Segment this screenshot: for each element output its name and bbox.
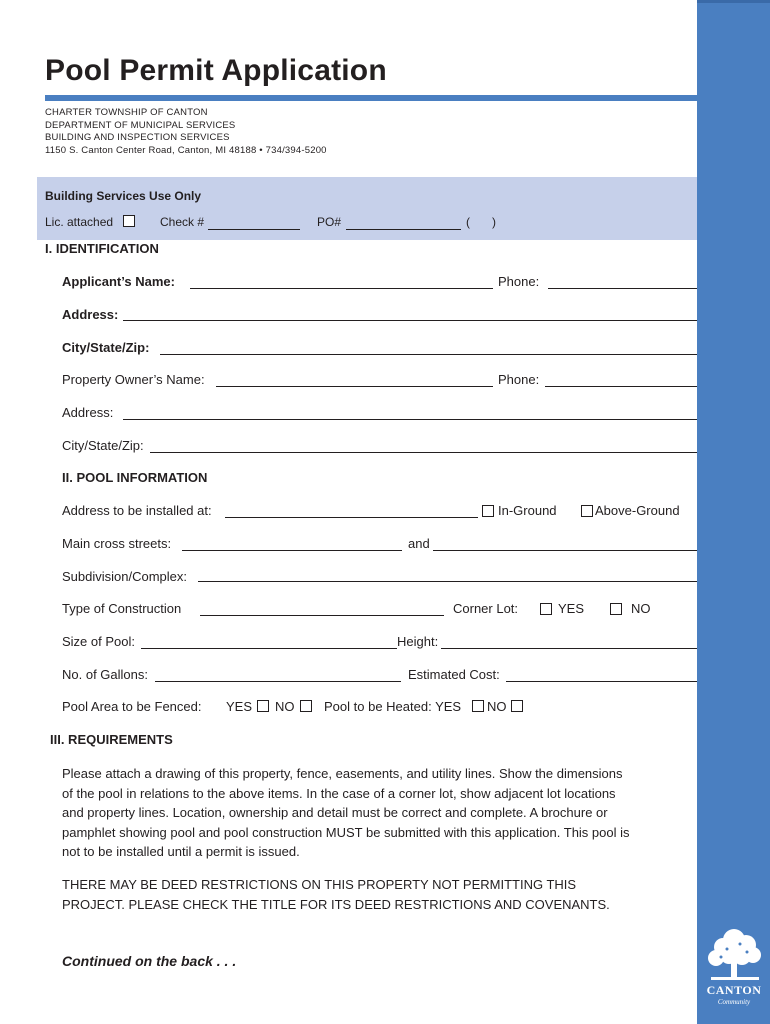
requirements-line-4: pamphlet showing pool and pool construction MUST be submitted with this application. This pool is [62, 824, 630, 840]
in-ground-checkbox[interactable] [482, 505, 494, 517]
canton-logo [703, 925, 765, 1017]
gallons-label: No. of Gallons: [62, 667, 148, 682]
above-ground-checkbox[interactable] [581, 505, 593, 517]
address-line-1: CHARTER TOWNSHIP OF CANTON [45, 107, 208, 118]
applicant-city-field[interactable] [160, 354, 697, 355]
pool-size-label: Size of Pool: [62, 634, 135, 649]
heated-no-label: NO [487, 699, 507, 714]
subdivision-field[interactable] [198, 581, 697, 582]
lic-attached-checkbox[interactable] [123, 215, 135, 227]
owner-address-label: Address: [62, 405, 114, 420]
height-label: Height: [397, 634, 439, 649]
address-line-4: 1150 S. Canton Center Road, Canton, MI 48188 • 734/394-5200 [45, 145, 327, 156]
heated-no-checkbox[interactable] [511, 700, 523, 712]
cross-street-2-field[interactable] [433, 550, 697, 551]
address-line-3: BUILDING AND INSPECTION SERVICES [45, 132, 230, 143]
requirements-line-5: not to be installed until a permit is issued. [62, 844, 300, 859]
use-only-box [37, 177, 697, 240]
applicant-phone-field[interactable] [548, 288, 697, 289]
owner-address-field[interactable] [123, 419, 697, 420]
logo-text: CANTON [706, 983, 762, 997]
applicant-address-field[interactable] [123, 320, 697, 321]
use-only-heading: Building Services Use Only [45, 189, 202, 203]
blue-sidebar [697, 0, 770, 1024]
install-address-label: Address to be installed at: [62, 503, 212, 518]
fenced-yes-checkbox[interactable] [257, 700, 269, 712]
applicant-city-label: City/State/Zip: [62, 340, 150, 355]
po-field[interactable] [346, 229, 461, 230]
deed-warning-line-1: THERE MAY BE DEED RESTRICTIONS ON THIS PROPERTY NOT PERMITTING THIS [62, 877, 577, 892]
construction-type-field[interactable] [200, 615, 444, 616]
applicant-name-label: Applicant’s Name: [62, 274, 175, 289]
requirements-paragraph [62, 764, 682, 862]
applicant-address-label: Address: [62, 307, 119, 322]
cross-street-1-field[interactable] [182, 550, 402, 551]
owner-phone-field[interactable] [545, 386, 697, 387]
and-label: and [408, 536, 430, 551]
check-number-label: Check # [160, 215, 205, 229]
address-line-2: DEPARTMENT OF MUNICIPAL SERVICES [45, 120, 236, 131]
page-title: Pool Permit Application [45, 54, 387, 87]
continued-note: Continued on the back . . . [62, 953, 237, 969]
check-number-field[interactable] [208, 229, 300, 230]
heated-yes-checkbox[interactable] [472, 700, 484, 712]
estimated-cost-label: Estimated Cost: [408, 667, 500, 682]
pool-info-heading: II. POOL INFORMATION [62, 470, 208, 485]
identification-heading: I. IDENTIFICATION [45, 241, 159, 256]
fenced-yes-label: YES [226, 699, 253, 714]
corner-lot-no-checkbox[interactable] [610, 603, 622, 615]
above-ground-label: Above-Ground [595, 503, 680, 518]
fenced-no-checkbox[interactable] [300, 700, 312, 712]
heated-label: Pool to be Heated: YES [324, 699, 462, 714]
deed-warning-line-2: PROJECT. PLEASE CHECK THE TITLE FOR ITS DEED RESTRICTIONS AND COVENANTS. [62, 896, 610, 912]
subdivision-label: Subdivision/Complex: [62, 569, 188, 584]
fenced-label: Pool Area to be Fenced: [62, 699, 202, 714]
cross-streets-label: Main cross streets: [62, 536, 172, 551]
owner-name-field[interactable] [216, 386, 493, 387]
requirements-line-2: of the pool in relations to the above items. In the case of a corner lot, show adjacent lot locations [62, 785, 616, 801]
requirements-heading: III. REQUIREMENTS [50, 732, 173, 747]
po-label: PO# [317, 215, 342, 229]
corner-lot-yes-checkbox[interactable] [540, 603, 552, 615]
owner-city-field[interactable] [150, 452, 697, 453]
height-field[interactable] [441, 648, 697, 649]
applicant-name-field[interactable] [190, 288, 493, 289]
requirements-line-1: Please attach a drawing of this property, fence, easements, and utility lines. Show the dimensions [62, 766, 623, 781]
applicant-phone-label: Phone: [498, 274, 540, 289]
requirements-line-3: and property lines. Location, ownership and detail must be correct and complete. A brochure or [62, 805, 608, 820]
deed-warning [62, 875, 682, 914]
fenced-no-label: NO [275, 699, 295, 714]
paren-close: ) [492, 215, 496, 229]
logo-subtext: Community [717, 998, 751, 1006]
owner-phone-label: Phone: [498, 372, 540, 387]
in-ground-label: In-Ground [498, 503, 557, 518]
owner-name-label: Property Owner’s Name: [62, 372, 205, 387]
estimated-cost-field[interactable] [506, 681, 697, 682]
corner-lot-yes-label: YES [558, 601, 585, 616]
lic-attached-label: Lic. attached [45, 215, 114, 229]
title-rule [45, 95, 697, 101]
construction-type-label: Type of Construction [62, 601, 182, 616]
gallons-field[interactable] [155, 681, 401, 682]
owner-city-label: City/State/Zip: [62, 438, 144, 453]
paren-open: ( [466, 215, 470, 229]
corner-lot-no-label: NO [631, 601, 651, 616]
corner-lot-label: Corner Lot: [453, 601, 519, 616]
pool-size-field[interactable] [141, 648, 397, 649]
install-address-field[interactable] [225, 517, 478, 518]
